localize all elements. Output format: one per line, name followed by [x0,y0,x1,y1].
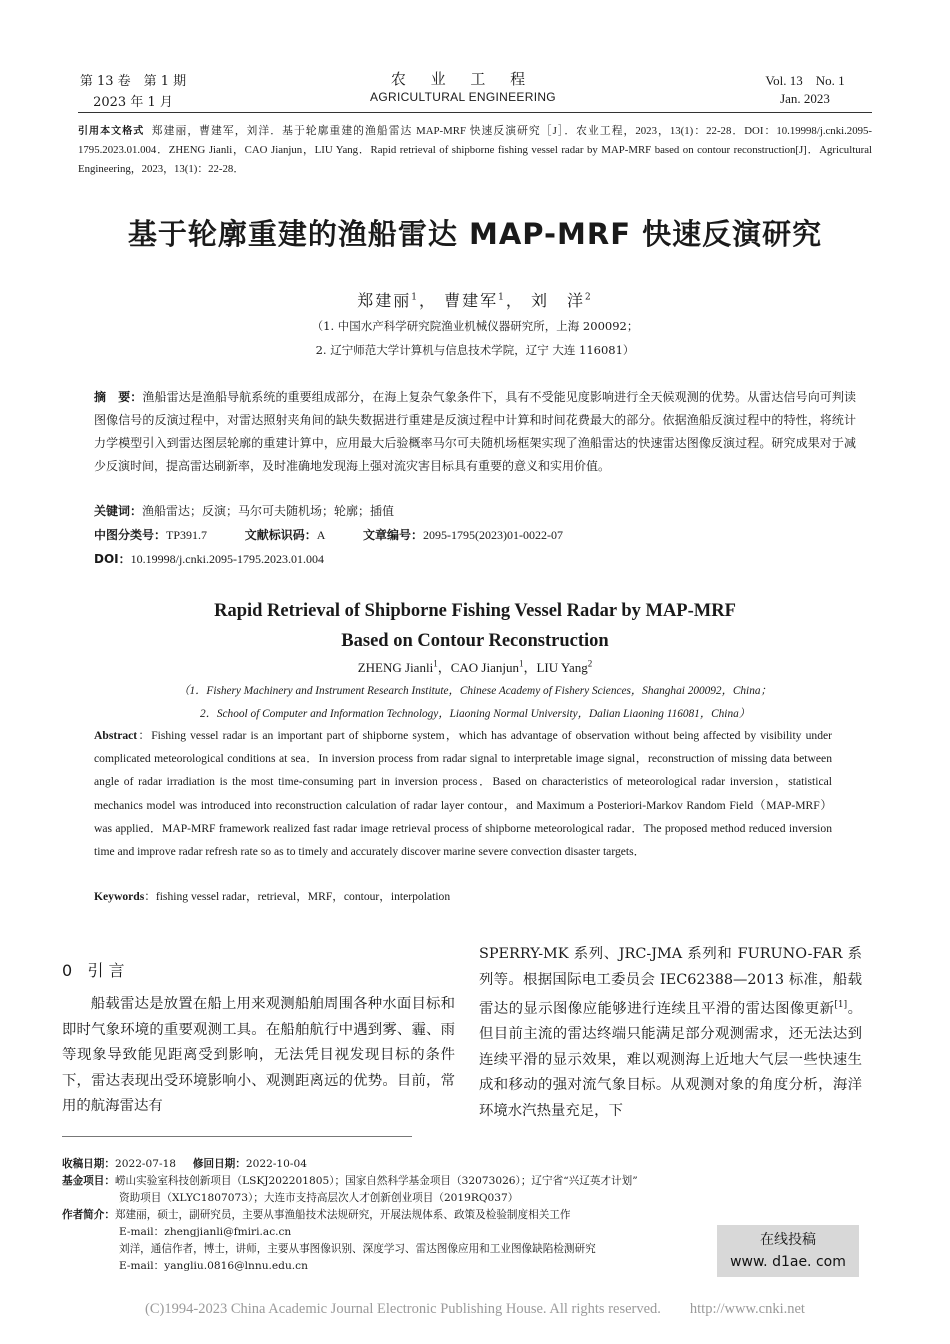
classification-line [94,526,563,543]
body-column-right [479,942,862,1124]
received-date: 2022-07-18 [114,1158,177,1170]
author-email-2: E-mail：yangliu.0816@lnnu.edu.cn [119,1260,308,1272]
author-email-1: E-mail：zhengjianli@fmiri.ac.cn [119,1226,292,1238]
body-column-left [62,992,455,1120]
body-text: 。但目前主流的雷达终端只能满足部分观测需求，还无法达到连续平滑的显示效果，难以观测海上近地大气层一些快速生成和移动的强对流气象目标。从观测对象的角度分析，海洋环境水汽热量充足，下 [479,1000,862,1119]
keywords-en-text: ：fishing vessel radar，retrieval，MRF，contour，interpolation [144,890,451,903]
author-name-en: CAO Jianjun [450,660,519,675]
abstract-cn-label: 摘 要： [94,390,143,404]
author-name-en: LIU Yang [536,660,588,675]
journal-name-cn: 农 业 工 程 [390,70,536,88]
revised-date: 2022-10-04 [245,1158,307,1170]
author-bio-2: 刘洋，通信作者，博士，讲师，主要从事图像识别、深度学习、雷达图像应用和工业图像缺陷检测研究 [119,1243,596,1255]
doc-code-label: 文献标识码： [244,528,317,542]
keywords-en-label: Keywords [94,890,145,903]
funding-text-1: 崂山实验室科技创新项目（LSKJ202201805）；国家自然科学基金项目（32073026）；辽宁省“兴辽英才计划” [114,1175,638,1187]
paper-title-en-line2: Based on Contour Reconstruction [341,631,609,651]
footnote-rule [62,1136,412,1137]
footnote-funding [62,1173,862,1188]
stamp-line2: www. d1ae. com [730,1254,846,1270]
author-affil-sup: 2 [587,658,593,669]
journal-name-en: AGRICULTURAL ENGINEERING [370,90,556,104]
keywords-cn-label: 关键词： [94,504,143,518]
author-name: 刘 洋 [530,291,585,310]
revised-label: 修回日期： [192,1158,246,1170]
author-name: 郑建丽 [357,291,412,310]
date-cn: 2023 年 1 月 [93,95,173,110]
citation-text: 郑建丽，曹建军，刘洋．基于轮廓重建的渔船雷达 MAP-MRF 快速反演研究［J］．农业工程，2023，13(1)：22-28．DOI：10.19998/j.cnki.2095-1795.2023.01.004．ZHENG Jianli，CAO Jianjun，LIU Yang．Rapid retrieval of shipborne fishing vessel radar by MAP-MRF based on contour reconstruction[J]．Agricultural Engineering，2023，13(1)：22-28． [78,125,872,175]
body-paragraph [479,942,862,1124]
volume-issue-en: Vol. 13 No. 1 [765,73,845,88]
affiliation-en-1: （1．Fishery Machinery and Instrument Research Institute，Chinese Academy of Fishery Sciences，Shanghai 200092，China； [178,685,772,697]
affiliation-en-2: 2．School of Computer and Information Technology，Liaoning Normal University，Dalian Liaoning 116081，China） [199,708,751,720]
article-no-label: 文章编号： [363,528,424,542]
paper-title-en [78,596,872,656]
authors-cn: 郑建丽$^1$， 曹建军$^1$， 刘 洋$^2$ [357,291,593,310]
doi-line [94,550,324,567]
clc-label: 中图分类号： [94,528,167,542]
doi-label: DOI： [94,552,131,566]
keywords-cn [94,502,394,519]
section-title: 引 言 [87,961,125,980]
author-name: 曹建军 [444,291,499,310]
authors-en: ZHENG Jianli$^1$，CAO Jianjun$^1$，LIU Yang$^2$ [357,658,593,675]
abstract-cn [94,386,856,478]
author-bio-label: 作者简介： [62,1209,115,1221]
abstract-cn-text: 渔船雷达是渔船导航系统的重要组成部分，在海上复杂气象条件下，具有不受能见度影响进行全天候观测的优势。从雷达信号向可判读图像信号的反演过程中，对雷达照射夹角间的缺失数据进行重建是反演过程中计算和时间花费最大的部分。依据渔船反演过程中的特性，将统计力学模型引入到雷达图层轮廓的重建计算中，应用最大后验概率马尔可夫随机场框架实现了渔船雷达的快速雷达图像反演过程。研究成果对于减少反演时间，提高雷达刷新率，及时准确地发现海上强对流灾害目标具有重要的意义和实用价值。 [94,390,856,473]
abstract-en-text: ：Fishing vessel radar is an important part of shipborne system，which has advantage of observation without being affected by visibility under complicated meteorological conditions at sea．In inversion process from radar signal to interpretable image signal，reconstruction of missing data between angle of radar irradiation is the most time-consuming part in inversion process．Based on characteristics of meteorological radar inversion，statistical mechanics model was introduced into reconstruction calculation of radar layer contour，and Maximum a Posteriori-Markov Random Field（MAP-MRF）was applied．MAP-MRF framework realized fast radar image retrieval process of shipborne meteorological radar．The proposed method reduced inversion time and improve radar refresh rate so as to timely and accurately discover marine severe convection disaster targets． [94,729,832,859]
received-label: 收稿日期： [62,1158,115,1170]
volume-issue-cn: 第 13 卷 第 1 期 [79,74,187,89]
doi-value: 10.19998/j.cnki.2095-1795.2023.01.004 [130,552,324,566]
paper-title-cn: 基于轮廓重建的渔船雷达 MAP-MRF 快速反演研究 [127,217,823,251]
author-affil-sup: 1 [498,292,506,303]
abstract-en-label: Abstract [94,729,138,742]
clc-value: TP391.7 [166,528,208,542]
online-submission-stamp[interactable] [717,1225,859,1277]
funding-label: 基金项目： [62,1175,115,1187]
body-paragraph: 船载雷达是放置在船上用来观测船舶周围各种水面目标和即时气象环境的重要观测工具。在船舶航行中遇到雾、霾、雨等现象导致能见距离受到影响，无法凭目视发现目标的条件下，雷达表现出受环境影响小、观测距离远的优势。目前，常用的航海雷达有 [62,996,455,1114]
footnote-author [62,1207,862,1222]
section-number: 0 [62,961,73,980]
author-bio-1: 郑建丽，硕士，副研究员，主要从事渔船技术法规研究，开展法规体系、政策及检验制度相关工作 [114,1209,571,1221]
author-affil-sup: 1 [411,292,420,303]
header-rule [78,112,872,113]
keywords-en [94,885,832,908]
reference-link[interactable]: [1] [834,1000,848,1010]
funding-text-2: 资助项目（XLYC1807073）；大连市支持高层次人才创新创业项目（2019RQ037） [119,1192,519,1204]
stamp-line1: 在线投稿 [760,1232,816,1248]
affiliation-cn-2: 2. 辽宁师范大学计算机与信息技术学院，辽宁 大连 116081） [315,343,635,357]
author-affil-sup: 2 [584,292,593,303]
abstract-en [94,724,832,863]
author-affil-sup: 1 [518,658,524,669]
doc-code-value: A [316,528,326,542]
article-no-value: 2095-1795(2023)01-0022-07 [423,528,564,542]
author-affil-sup: 1 [433,658,438,669]
date-en: Jan. 2023 [780,91,830,106]
footnote-dates [62,1156,862,1171]
citation-block [78,122,872,179]
paper-title-en-line1: Rapid Retrieval of Shipborne Fishing Vessel Radar by MAP-MRF [214,601,736,621]
keywords-cn-text: 渔船雷达；反演；马尔可夫随机场；轮廓；插值 [142,504,395,518]
copyright-watermark: (C)1994-2023 China Academic Journal Electronic Publishing House. All rights reserved. http://www.cnki.net [145,1301,805,1317]
section-heading [62,958,125,981]
affiliation-cn-1: （1. 中国水产科学研究院渔业机械仪器研究所，上海 200092； [311,319,639,333]
author-name-en: ZHENG Jianli [357,660,434,675]
body-text: SPERRY-MK 系列、JRC-JMA 系列和 FURUNO-FAR 系列等。根据国际电工委员会 IEC62388—2013 标准，船载雷达的显示图像应能够进行连续且平滑的雷达图像更新 [479,946,862,1017]
citation-label: 引用本文格式 [78,126,145,137]
